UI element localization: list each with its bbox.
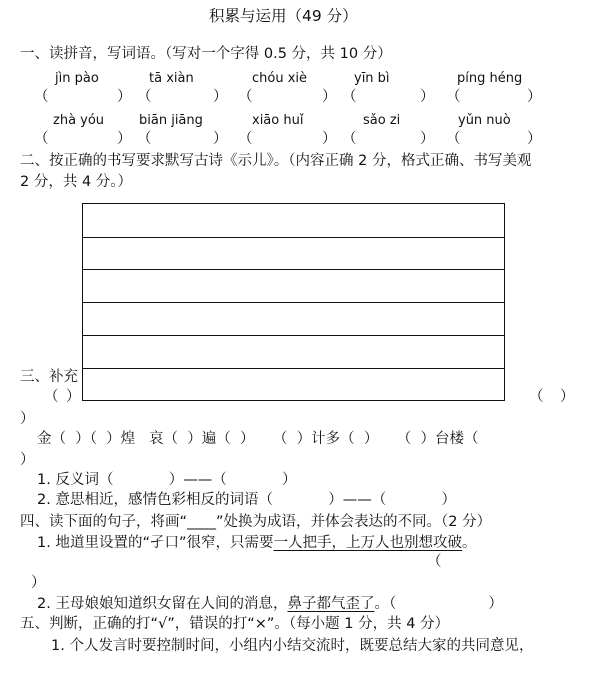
- answer-blank-open: （: [427, 554, 442, 570]
- answer-blank-close: ）: [20, 452, 35, 468]
- answer-blank-open: （: [342, 131, 357, 147]
- section3-heading: 三、补充: [20, 369, 78, 385]
- pinyin-1-3: chóu xiè: [252, 71, 308, 86]
- answer-blank-open: （: [529, 389, 544, 405]
- answer-blank-open: （: [342, 89, 357, 105]
- answer-blank-close: ）: [20, 411, 35, 427]
- answer-blank-close: ）: [420, 89, 435, 105]
- sentence-item-2: 2. 王母娘娘知道织女留在人间的消息，鼻子都气歪了。（ ）: [37, 596, 503, 612]
- answer-blank-close: ）: [322, 89, 337, 105]
- answer-blank-open: （: [34, 89, 49, 105]
- poem-writing-grid[interactable]: [82, 203, 505, 401]
- answer-blank-open: （: [446, 131, 461, 147]
- pinyin-2-2: biān jiāng: [139, 113, 203, 128]
- answer-blank-close: ）: [117, 131, 132, 147]
- grid-line: [83, 237, 504, 238]
- answer-blank-close: ）: [213, 131, 228, 147]
- answer-blank-close: ）: [117, 89, 132, 105]
- pinyin-2-1: zhà yóu: [53, 113, 105, 128]
- answer-blank-close: ）: [322, 131, 337, 147]
- answer-blank-close: ）: [527, 131, 542, 147]
- answer-blank-close: ）: [527, 89, 542, 105]
- section2-heading: 二、按正确的书写要求默写古诗《示儿》。（内容正确 2 分，格式正确、书写美观: [20, 153, 532, 169]
- grid-line: [83, 302, 504, 303]
- section2-heading-cont: 2 分，共 4 分。）: [20, 174, 133, 190]
- section4-heading: 四、读下面的句子，将画“____”处换为成语，并体会表达的不同。（2 分）: [20, 514, 492, 530]
- grid-line: [83, 335, 504, 336]
- answer-blank-close: ）: [420, 131, 435, 147]
- section1-heading: 一、读拼音，写词语。（写对一个字得 0.5 分，共 10 分）: [20, 46, 392, 62]
- answer-blank-open: （: [238, 89, 253, 105]
- page-title: 积累与运用（49 分）: [209, 7, 358, 25]
- answer-blank-close: ）: [560, 389, 575, 405]
- section5-heading: 五、判断，正确的打“√”，错误的打“×”。（每小题 1 分，共 4 分）: [20, 616, 450, 632]
- contrast-word-item: 2. 意思相近，感情色彩相反的词语（ ）——（ ）: [37, 492, 457, 508]
- answer-blank-close: ）: [66, 389, 81, 405]
- answer-blank-open: （: [44, 389, 59, 405]
- judge-item-1: 1. 个人发言时要控制时间，小组内小结交流时，既要总结大家的共同意见，: [51, 638, 534, 654]
- pinyin-2-5: yǔn nuò: [458, 113, 511, 128]
- grid-line: [83, 269, 504, 270]
- antonym-item: 1. 反义词（ ）——（ ）: [37, 472, 297, 488]
- grid-line: [83, 368, 504, 369]
- idiom-fill-line: 金（ ）（ ）煌 哀（ ）遍（ ） （ ）计多（ ） （ ）台楼（: [37, 431, 479, 447]
- pinyin-1-5: píng héng: [457, 71, 523, 86]
- pinyin-2-3: xiāo huǐ: [252, 113, 304, 128]
- answer-blank-open: （: [137, 131, 152, 147]
- answer-blank-open: （: [238, 131, 253, 147]
- pinyin-2-4: sǎo zi: [363, 113, 401, 128]
- answer-blank-open: （: [34, 131, 49, 147]
- answer-blank-close: ）: [213, 89, 228, 105]
- answer-blank-open: （: [137, 89, 152, 105]
- answer-blank-open: （: [446, 89, 461, 105]
- pinyin-1-2: tā xiàn: [149, 71, 194, 86]
- sentence-item-1: 1. 地道里设置的“孑口”很窄，只需要一人把手，上万人也别想攻破。: [37, 535, 477, 551]
- answer-blank-close: ）: [31, 575, 46, 591]
- pinyin-1-4: yīn bì: [354, 71, 390, 86]
- pinyin-1-1: jìn pào: [55, 71, 99, 86]
